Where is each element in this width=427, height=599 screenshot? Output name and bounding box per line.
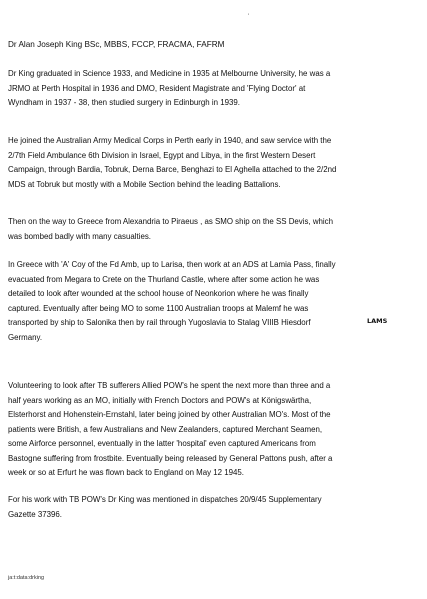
paragraph-capture [8,258,420,345]
paragraph-tb-work [8,379,420,481]
text-line: Bastogne suffering from frostbite. Eventually being released by General Pattons push, after a [8,453,333,463]
text-line: Then on the way to Greece from Alexandria to Piraeus , as SMO ship on the SS Devis, which [8,217,333,226]
text-line: some Airforce personnel, eventually in the latter 'hospital' even captured Americans from [8,439,316,448]
text-line: Elsterhorst and Hohenstein-Ernstahl, later being joined by other Australian MO's. Most of the [8,410,331,419]
handwritten-annotation: LAMS [367,317,388,325]
text-line: detailed to look after wounded at the school house of Neonkorion where he was finally [8,289,309,298]
text-line: Gazette 37396. [8,509,62,519]
text-line: Dr King graduated in Science 1933, and Medicine in 1935 at Melbourne University, he was a [8,69,331,78]
text-line: For his work with TB POW's Dr King was mentioned in dispatches 20/9/45 Supplementary [8,495,322,504]
text-line: transported by ship to Salonika then by rail through Yugoslavia to Stalag VIIIB Hiesdorf [8,318,311,327]
footer-reference: ja:t:data:drking [8,575,45,581]
text-line: JRMO at Perth Hospital in 1936 and DMO, Resident Magistrate and 'Flying Doctor' at [8,83,306,93]
paragraph-education [8,67,420,111]
page-title: Dr Alan Joseph King BSc, MBBS, FCCP, FRACMA, FAFRM [8,40,225,49]
text-line: He joined the Australian Army Medical Corps in Perth early in 1940, and saw service with the [8,136,332,145]
text-line: patients were British, a few Australians and New Zealanders, captured Merchant Seamen, [8,424,323,434]
text-line: half years working as an MO, initially with French Doctors and POW's at Königswärtha, [8,395,312,405]
corner-mark: ' [248,14,250,20]
text-line: Campaign, through Bardia, Tobruk, Derna Barce, Benghazi to El Aghella attached to the 2/2nd [8,165,337,174]
text-line: Volunteering to look after TB sufferers Allied POW's he spent the next more than three and a [8,381,331,390]
paragraph-army-service [8,134,420,192]
text-line: evacuated from Megara to Crete on the Thurland Castle, where after some action he was [8,274,320,284]
text-line: Wyndham in 1937 - 38, then studied surgery in Edinburgh in 1939. [8,98,240,107]
text-line: 2/7th Field Ambulance 6th Division in Israel, Egypt and Libya, in the first Western Desert [8,150,316,160]
text-line: Germany. [8,332,43,342]
text-line: captured. Eventually after being MO to some 1100 Australian troops at Malemf he was [8,303,309,313]
text-line: week or so at Erfurt he was flown back to England on May 12 1945. [8,468,244,477]
paragraph-dispatches [8,493,420,522]
text-line: was bombed badly with many casualties. [8,231,151,241]
text-line: In Greece with 'A' Coy of the Fd Amb, up to Larisa, then work at an ADS at Lamia Pass, finally [8,260,336,269]
paragraph-greece-voyage [8,215,420,244]
text-line: MDS at Tobruk but mostly with a Mobile Section behind the leading Battalions. [8,179,281,189]
